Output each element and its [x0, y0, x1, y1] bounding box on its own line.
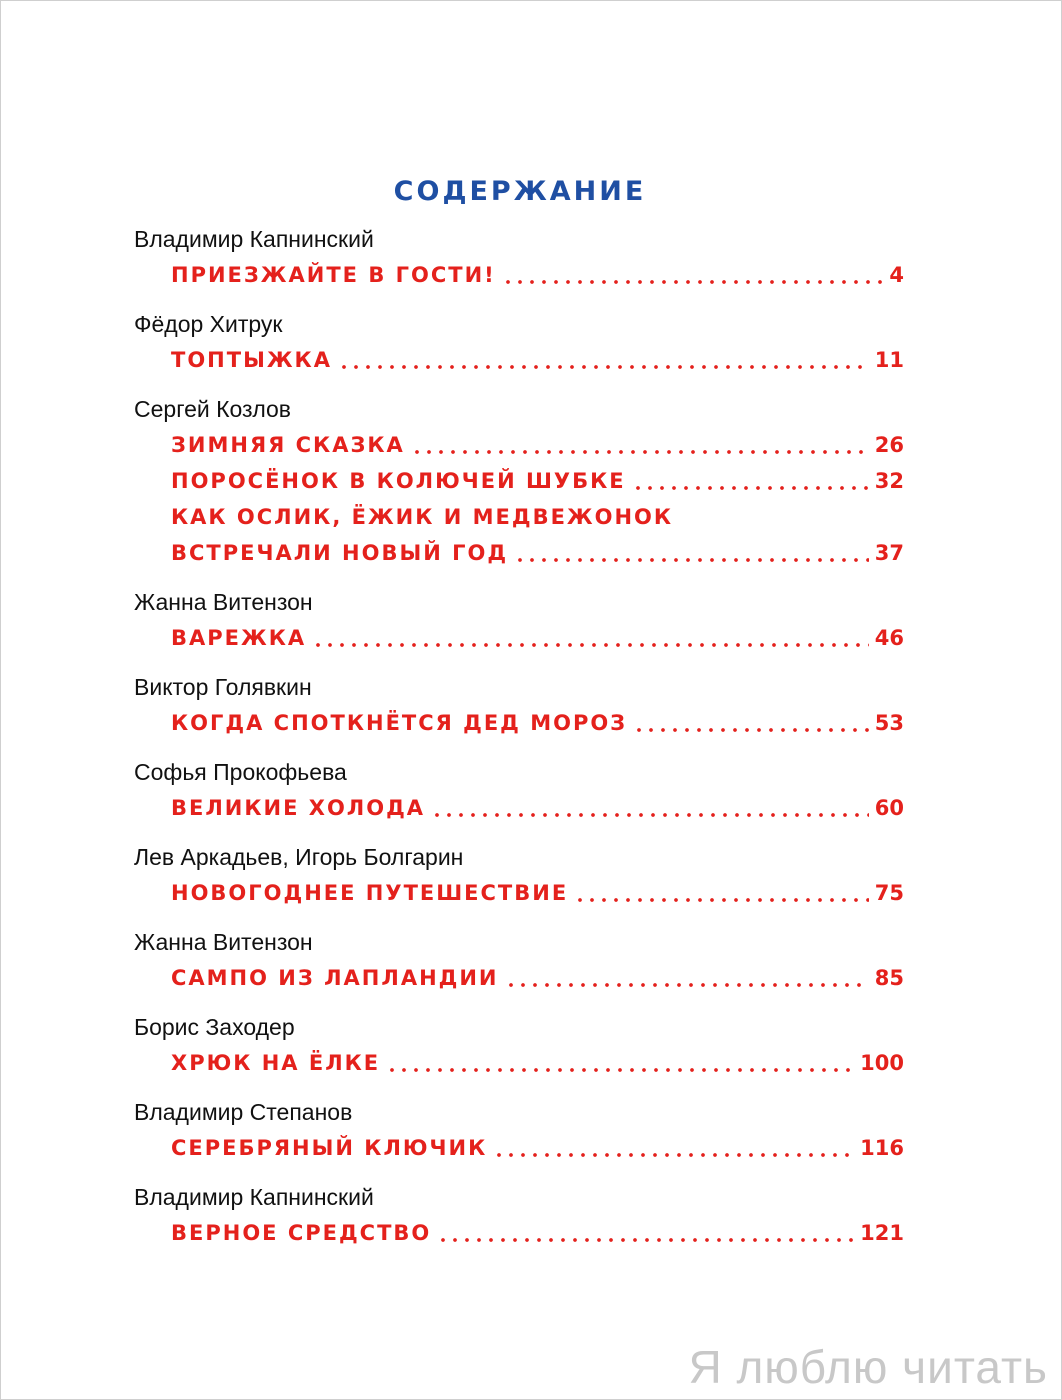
entry-title: ВЕРНОЕ СРЕДСТВО	[171, 1221, 432, 1245]
entry-page-number: 121	[860, 1221, 904, 1245]
toc-entry[interactable]	[171, 462, 904, 498]
entry-title: ВАРЕЖКА	[171, 626, 307, 650]
entry-title: КОГДА СПОТКНЁТСЯ ДЕД МОРОЗ	[171, 711, 628, 735]
dot-leader	[338, 365, 869, 369]
toc-entry[interactable]	[171, 1044, 904, 1080]
entry-title: ЗИМНЯЯ СКАЗКА	[171, 433, 405, 457]
toc-entry[interactable]	[171, 1214, 904, 1250]
author-name: Софья Прокофьева	[134, 759, 347, 785]
dot-leader	[632, 486, 869, 490]
toc-section	[134, 1095, 904, 1165]
toc-entry[interactable]	[171, 959, 904, 995]
author-name: Жанна Витензон	[134, 929, 313, 955]
entry-page-number: 37	[874, 541, 904, 565]
toc-entry-first-line[interactable]	[171, 498, 904, 534]
dot-leader	[386, 1068, 854, 1072]
toc-section	[134, 1180, 904, 1250]
toc-section	[134, 925, 904, 995]
entry-page-number: 60	[874, 796, 904, 820]
author-name: Фёдор Хитрук	[134, 311, 283, 337]
toc-entry[interactable]	[171, 1129, 904, 1165]
entry-title: СЕРЕБРЯНЫЙ КЛЮЧИК	[171, 1136, 488, 1160]
toc-section	[134, 222, 904, 292]
dot-leader	[431, 813, 869, 817]
entry-title: ХРЮК НА ЁЛКЕ	[171, 1051, 381, 1075]
dot-leader	[574, 898, 869, 902]
toc-entry[interactable]	[171, 426, 904, 462]
entry-page-number: 53	[874, 711, 904, 735]
entry-title: ВСТРЕЧАЛИ НОВЫЙ ГОД	[171, 541, 509, 565]
entry-page-number: 100	[860, 1051, 904, 1075]
table-of-contents	[134, 222, 904, 1265]
toc-section	[134, 392, 904, 570]
toc-section	[134, 840, 904, 910]
toc-section	[134, 307, 904, 377]
author-name: Владимир Капнинский	[134, 1184, 374, 1210]
entry-title: ВЕЛИКИЕ ХОЛОДА	[171, 796, 426, 820]
entry-page-number: 46	[874, 626, 904, 650]
author-name: Лев Аркадьев, Игорь Болгарин	[134, 844, 464, 870]
entry-page-number: 75	[874, 881, 904, 905]
dot-leader	[505, 983, 869, 987]
entry-title: САМПО ИЗ ЛАПЛАНДИИ	[171, 966, 499, 990]
author-name: Жанна Витензон	[134, 589, 313, 615]
toc-entry[interactable]	[171, 619, 904, 655]
entry-title: ТОПТЫЖКА	[171, 348, 332, 372]
toc-entry-second-line[interactable]	[171, 534, 904, 570]
toc-entry[interactable]	[171, 341, 904, 377]
entry-title: ПРИЕЗЖАЙТЕ В ГОСТИ!	[171, 263, 496, 287]
author-name: Борис Заходер	[134, 1014, 295, 1040]
toc-section	[134, 585, 904, 655]
entry-page-number: 11	[874, 348, 904, 372]
toc-section	[134, 755, 904, 825]
entry-page-number: 26	[874, 433, 904, 457]
toc-entry[interactable]	[171, 789, 904, 825]
toc-entry[interactable]	[171, 256, 904, 292]
dot-leader	[312, 643, 869, 647]
entry-title: КАК ОСЛИК, ЁЖИК И МЕДВЕЖОНОК	[171, 505, 674, 529]
dot-leader	[493, 1153, 854, 1157]
dot-leader	[514, 558, 869, 562]
watermark-text: Я люблю читать	[688, 1341, 1048, 1393]
toc-entry[interactable]	[171, 874, 904, 910]
dot-leader	[437, 1238, 854, 1242]
author-name: Владимир Капнинский	[134, 226, 374, 252]
dot-leader	[633, 728, 869, 732]
author-name: Виктор Голявкин	[134, 674, 312, 700]
entry-page-number: 4	[889, 263, 904, 287]
entry-title: ПОРОСЁНОК В КОЛЮЧЕЙ ШУБКЕ	[171, 469, 626, 493]
entry-page-number: 32	[874, 469, 904, 493]
page-title: содержание	[393, 165, 647, 210]
toc-entry[interactable]	[171, 704, 904, 740]
author-name: Сергей Козлов	[134, 396, 292, 422]
entry-title: НОВОГОДНЕЕ ПУТЕШЕСТВИЕ	[171, 881, 569, 905]
dot-leader	[502, 280, 884, 284]
toc-section	[134, 670, 904, 740]
toc-section	[134, 1010, 904, 1080]
author-name: Владимир Степанов	[134, 1099, 353, 1125]
entry-page-number: 116	[860, 1136, 904, 1160]
dot-leader	[411, 450, 869, 454]
entry-page-number: 85	[874, 966, 904, 990]
